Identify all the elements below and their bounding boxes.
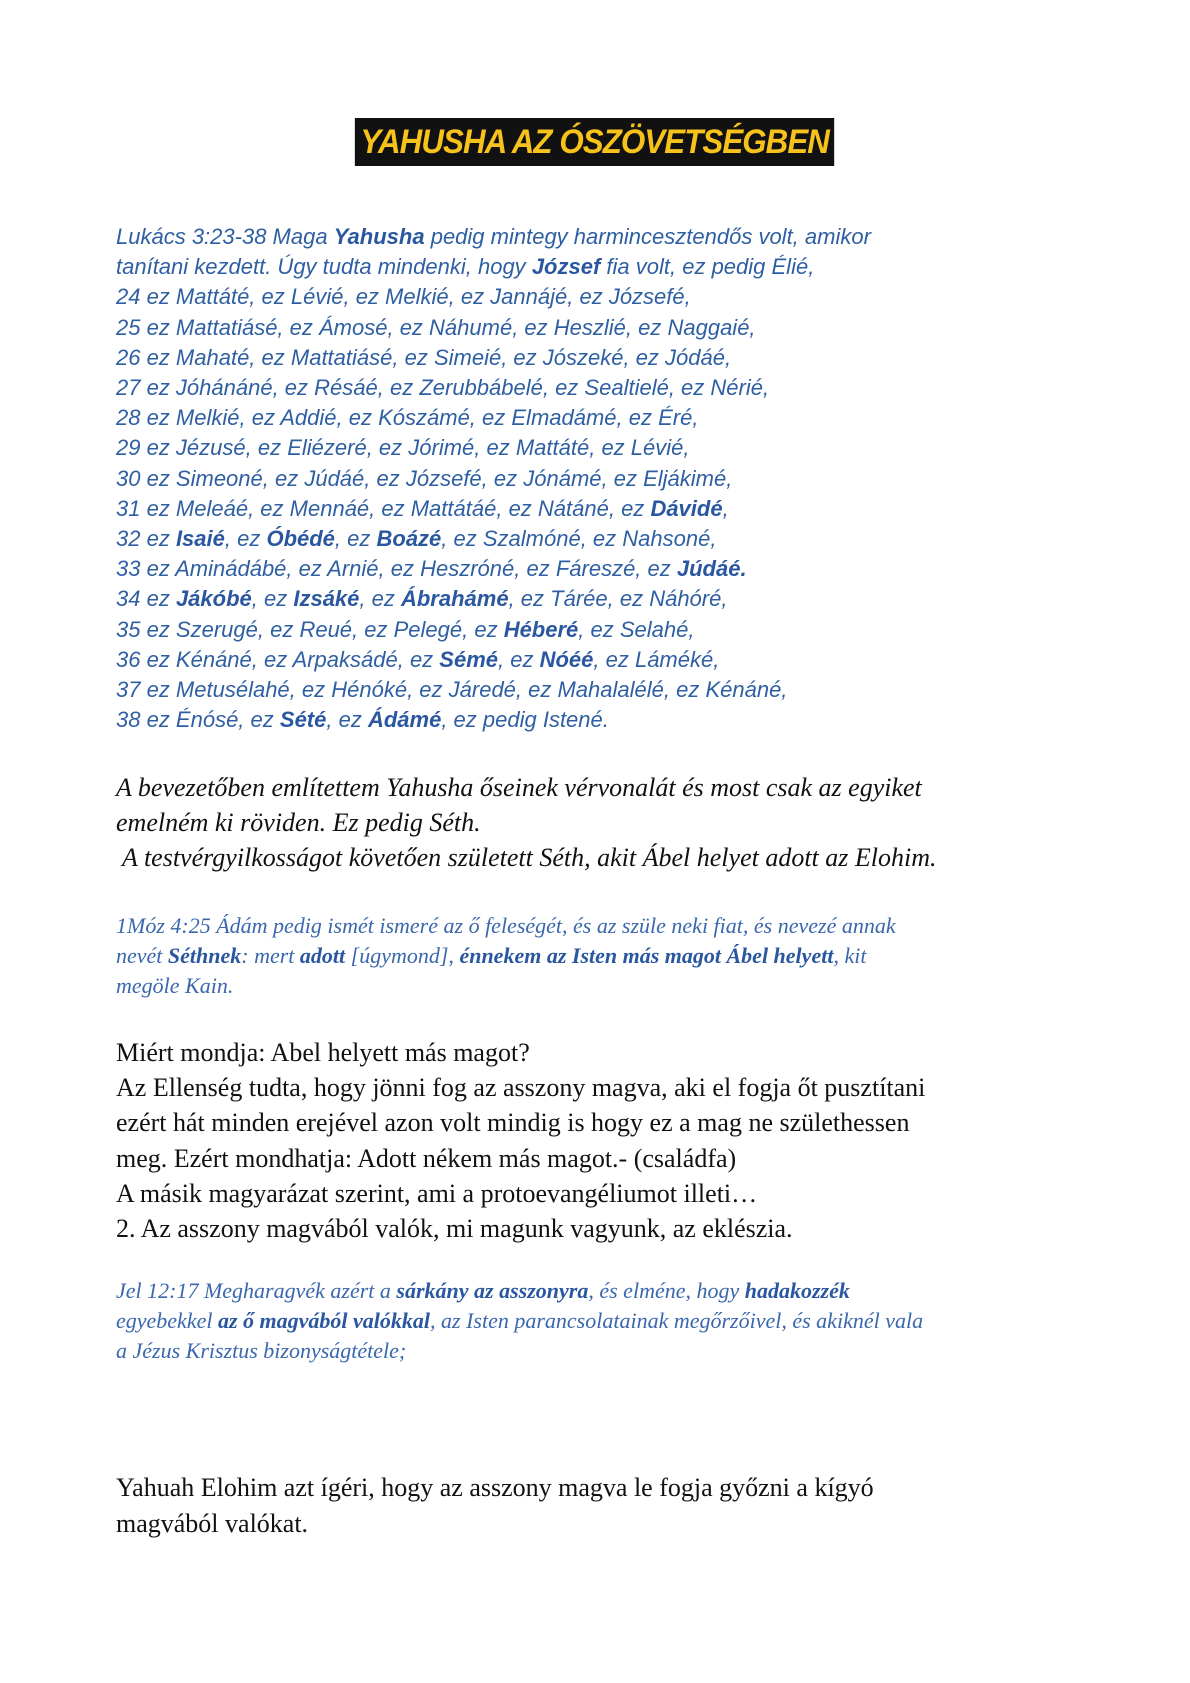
genealogy-line: 27 ez Jóhánáné, ez Résáé, ez Zerubbábelé, ez Sealtielé, ez Nérié, <box>116 375 770 401</box>
body-paragraph: Miért mondja: Abel helyett más magot? Az Ellenség tudta, hogy jönni fog az asszony magva, aki el fogja őt pusztítani ezért hát minden erejével azon volt mindig is hogy ez a mag ne születhessen meg. Ezért mondhatja: Adott nékem más magot.- (családfa) A másik magyarázat szerint, ami a protoevangéliumot illeti… 2. Az asszony magvából valók, mi magunk vagyunk, az eklészia. <box>116 1038 926 1244</box>
genealogy-line: 35 ez Szerugé, ez Reué, ez Pelegé, ez Héberé, ez Selahé, <box>116 616 695 642</box>
title-container <box>0 118 1190 166</box>
scripture-quote-revelation: Jel 12:17 Megharagvék azért a sárkány az asszonyra, és elméne, hogy hadakozzék egyebekkel az ő magvából valókkal, az Isten parancsolatainak megőrzőivel, és akiknél vala a Jézus Krisztus bizonyságtétele; <box>116 1278 924 1363</box>
closing-paragraph: Yahuah Elohim azt ígéri, hogy az asszony magva le fogja győzni a kígyó magvából valókat. <box>116 1473 874 1538</box>
genealogy-line: 31 ez Meleáé, ez Mennáé, ez Mattátáé, ez Nátáné, ez Dávidé, <box>116 495 729 521</box>
genealogy-quote <box>116 222 1076 735</box>
genealogy-line: 28 ez Melkié, ez Addié, ez Kószámé, ez Elmadámé, ez Éré, <box>116 405 699 431</box>
page-title: YAHUSHA AZ ÓSZÖVETSÉGBEN <box>355 118 835 166</box>
genealogy-line: 37 ez Metusélahé, ez Hénóké, ez Járedé, ez Mahalalélé, ez Kénáné, <box>116 677 788 703</box>
intro-paragraph: A bevezetőben említettem Yahusha őseinek vérvonalát és most csak az egyiket emelném ki röviden. Ez pedig Séth. A testvérgyilkosságot követően született Séth, akit Ábel helyet adott az Elohim. <box>116 773 937 872</box>
genealogy-line: 24 ez Mattáté, ez Lévié, ez Melkié, ez Jannájé, ez Józsefé, <box>116 284 691 310</box>
genealogy-line: 33 ez Aminádábé, ez Arnié, ez Heszróné, ez Fáreszé, ez Júdáé. <box>116 556 747 582</box>
genealogy-line: 30 ez Simeoné, ez Júdáé, ez Józsefé, ez Jónámé, ez Eljákimé, <box>116 465 733 491</box>
genealogy-line: 34 ez Jákóbé, ez Izsáké, ez Ábrahámé, ez Tárée, ez Náhóré, <box>116 586 728 612</box>
genealogy-line: Lukács 3:23-38 Maga Yahusha pedig mintegy harmincesztendős volt, amikor <box>116 224 871 249</box>
genealogy-line: 25 ez Mattatiásé, ez Ámosé, ez Náhumé, ez Heszlié, ez Naggaié, <box>116 314 756 340</box>
genealogy-line: 26 ez Mahaté, ez Mattatiásé, ez Simeié, ez Jószeké, ez Jódáé, <box>116 344 732 370</box>
genealogy-line: tanítani kezdett. Úgy tudta mindenki, hogy József fia volt, ez pedig Élié, <box>116 254 815 280</box>
genealogy-line: 32 ez Isaié, ez Óbédé, ez Boázé, ez Szalmóné, ez Nahsoné, <box>116 526 717 552</box>
genealogy-line: 38 ez Énósé, ez Sété, ez Ádámé, ez pedig Istené. <box>116 707 609 733</box>
genealogy-line: 29 ez Jézusé, ez Eliézeré, ez Jórimé, ez Mattáté, ez Lévié, <box>116 435 690 461</box>
scripture-quote-genesis: 1Móz 4:25 Ádám pedig ismét ismeré az ő feleségét, és az szüle neki fiat, és nevezé annak nevét Séthnek: mert adott [úgymond], énnekem az Isten más magot Ábel helyett, kit megöle Kain. <box>116 913 896 998</box>
genealogy-line: 36 ez Kénáné, ez Arpaksádé, ez Sémé, ez Nóéé, ez Láméké, <box>116 646 720 672</box>
